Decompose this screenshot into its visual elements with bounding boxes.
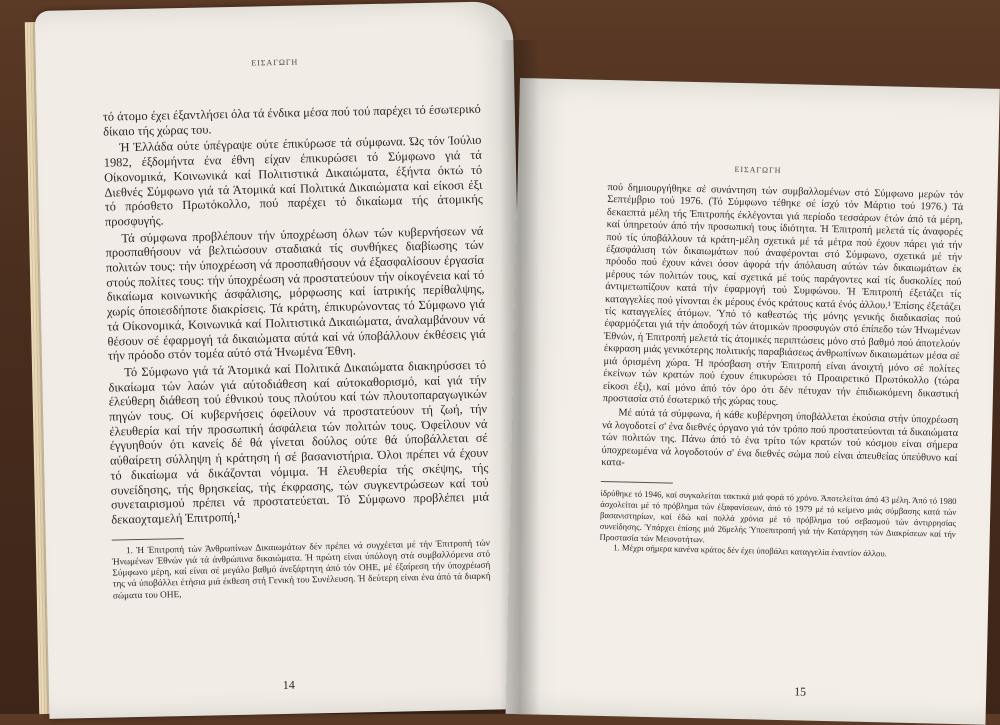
right-paragraph-1: πού δημιουργήθηκε σέ συνάντηση τών συμβαλλομένων στό Σύμφωνο μερών τόν Σεπτέμβριο τού 1976. (Τό Σύμφωνο τέθηκε σέ ίσχύ τόν Μάρτιο τού 1976.) Τά δεκαεπτά μέλη τής Έπιτροπής έκλέγονται γιά περίοδο τεσσάρων έτών άπό τά μέρη, καί ύπηρετούν άπό τήν προσωπική τους ίδιότητα. Ή Έπιτροπή μελετά τίς άναφορές πού τίς ύποβάλλουν τά κράτη-μέλη σχετικά μέ τά μέτρα πού έχουν πάρει γιά τήν έξασφάλιση τών δικαιωμάτων πού άναφέρονται στό Σύμφωνο, σχετικά μέ τήν πρόοδο πού έχουν κάνει όσον άφορά τήν άπόλαυση αύτών τών δικαιωμάτων έκ μέρους τών πολιτών τους, καί σχετικά μέ τούς παράγοντες καί τίς δυσκολίες πού άντιμετωπίζουν κατά τήν έφαρμογή τού Συμφώνου. Ή Έπιτροπή έξετάζει τίς καταγγελίες πού γίνονται έκ μέρους ένός κράτους κατά ένός άλλου.¹ Έπίσης έξετάζει τίς καταγγελίες άτόμων. Ύπό τό καθεστώς τής μόνης γενικής διαδικασίας πού έφαρμόζεται γιά τήν άποδοχή τών άτομικών προσφυγών στό έπίπεδο τών Ήνωμένων Έθνών, ή Έπιτροπή μελετά τίς άτομικές περιπτώσεις μόνο στό βαθμό πού άποτελούν έκφραση μιάς γενικότερης πολιτικής παραβιάσεως άνθρωπίνων δικαιωμάτων μέσα σέ μιά όρισμένη χώρα. Ή πρόσβαση στήν Έπιτροπή είναι άνοιχτή μόνο σέ πολίτες έκείνων τών κρατών πού έχουν έπικυρώσει τό Προαιρετικό Πρωτόκολλο (τώρα είκοσι έξι), καί μόνο άπό τόν όρο ότι δέν πέτυχαν τήν έπιδιωκόμενη δικαστική προστασία στό έσωτερικό τής χώρας τους. — [602, 182, 964, 408]
footnote-rule — [601, 481, 673, 484]
left-page — [35, 1, 528, 719]
left-footnote: 1. Ή Έπιτροπή τών Άνθρωπίνων Δικαιωμάτων δέν πρέπει νά συγχέεται μέ τήν Έπιτροπή τών Ήνωμένων Έθνών γιά τά άνθρώπινα δικαιώματα. Ή πρώτη είναι ύπόλογη στά συμβαλλόμενα στό Σύμφωνο μέρη, καί είναι σέ μεγάλο βαθμό άνεξάρτητη άπό τόν ΟΗΕ, μέ έξαίρεση τήν ύποχρέωσή της νά ύποβάλλει έτήσια μιά έκθεση στή Γενική του Συνέλευση. Ή δεύτερη είναι ένα άπό τά διαρκή σώματα του ΟΗΕ, — [112, 538, 491, 602]
right-body-text — [599, 182, 963, 561]
right-page — [506, 78, 1000, 725]
right-footnote: 1. Μέχρι σήμερα κανένα κράτος δέν έχει ύποβάλει καταγγελία έναντίον άλλου. — [613, 542, 887, 559]
right-paragraph-2: Μέ αύτά τά σύμφωνα, ή κάθε κυβέρνηση ύποβάλλεται έκούσια στήν ύποχρέωση νά λογοδοτεί σ' ένα διεθνές όργανο γιά τόν τρόπο πού προστατεύονται τά δικαιώματα τών πολιτών της. Πάνω άπό τό ένα τρίτο τών κρατών τού κόσμου είναι σήμερα ύποχρεωμένα νά λογοδοτούν σ' ένα διεθνές σώμα πού είναι άπευθείας ύπεύθυνο καί κατα- — [601, 407, 959, 469]
left-paragraph-4: Τό Σύμφωνο γιά τά Άτομικά καί Πολιτικά Δικαιώματα διακηρύσσει τό δικαίωμα τών λαών γιά αύτοδιάθεση καί αύτοκαθορισμό, καί γιά τήν έλεύθερη διάθεση τού έθνικού τους πλούτου καί τών πλουτοπαραγωγικών πηγών τους. Οί κυβερνήσεις όφείλουν νά προστατεύουν τή ζωή, τήν έλευθερία καί τήν προσωπική άσφάλεια τών πολιτών τους. Όφείλουν νά έγγυηθούν ότι κανείς δέ θά γίνεται δούλος ούτε θά ύποβάλλεται σέ αύθαίρετη σύλληψη ή κράτηση ή σέ βασανιστήρια. Όλοι πρέπει νά έχουν τό δικαίωμα νά δικάζονται νόμιμα. Ή έλευθερία τής σκέψης, τής συνείδησης, τής θρησκείας, τής έκφρασης, τών συγκεντρώσεων καί τού συνεταιρισμού πρέπει νά προστατεύεται. Τό Σύμφωνο προβλέπει μιά δεκαοχταμελή Έπιτροπή,¹ — [108, 357, 490, 527]
left-paragraph-3: Τά σύμφωνα προβλέπουν τήν ύποχρέωση όλων τών κυβερνήσεων νά προσπαθήσουν νά βελτιώσουν σταδιακά τίς συνθήκες διαβίωσης τών πολιτών τους: τήν ύποχρέωση νά προσπαθήσουν νά έξασφαλίσουν έργασία στούς πολίτες τους: τήν ύποχρέωση νά προστατεύουν τήν οίκογένεια καί τό δικαίωμα κοινωνικής άσφάλισης, μόρφωσης καί ίατρικής περίθαλψης, χωρίς όποιεσδήποτε διακρίσεις. Τά κράτη, έπικυρώνοντας τό Σύμφωνο γιά τά Οίκονομικά, Κοινωνικά καί Πολιτιστικά Δικαιώματα, άναλαμβάνουν νά θέσουν σέ έφαρμογή τά δικαιώματα αύτά καί νά ύποβάλλουν έκθέσεις γιά τήν πρόοδο στόν τομέα αύτό στά Ήνωμένα Έθνη. — [105, 223, 486, 363]
right-running-head: ΕΙΣΑΓΩΓΗ — [734, 164, 782, 175]
right-footnote-continued: ίδρύθηκε τό 1946, καί συγκαλείται τακτικά μιά φορά τό χρόνο. Άποτελείται άπό 43 μέλη. Άπό τό 1980 άσχολείται μέ τό πρόβλημα τών έξαφανίσεων, άπό τό 1979 μέ τό κείμενο μιάς σύμβασης κατά τών βασανιστηρίων, καί έδώ καί πολλά χρόνια μέ τό πρόβλημα τού σεβασμού τών άντιρρησίας συνείδησης. Ύπάρχει έπίσης μιά 26μελής Ύποεπιτροπή γιά τήν Κατάργηση τών Διακρίσεων καί τήν Προστασία τών Μειονοτήτων. — [599, 488, 957, 544]
left-paragraph-1: τό άτομο έχει έξαντλήσει όλα τά ένδικα μέσα πού τού παρέχει τό έσωτερικό δίκαιο τής χώρας του. — [102, 101, 481, 139]
left-page-number: 14 — [282, 677, 295, 693]
footnote-rule — [112, 538, 184, 541]
left-paragraph-2: Ή Έλλάδα ούτε ύπέγραψε ούτε έπικύρωσε τά σύμφωνα. Ώς τόν Ίούλιο 1982, έξδομήντα ένα έθνη είχαν έπικυρώσει τό Σύμφωνο γιά τά Οίκονομικά, Κοινωνικά καί Πολιτιστικά Δικαιώματα, έξήντα όκτώ τό Διεθνές Σύμφωνο γιά τά Άτομικά καί Πολιτικά Δικαιώματα καί είκοσι έξι τό πρόσθετο Πρωτόκολλο, πού παρέχει τό δικαίωμα τής άτομικής προσφυγής. — [103, 133, 483, 229]
right-page-number: 15 — [793, 684, 807, 699]
left-body-text — [103, 102, 491, 603]
book-gutter — [500, 40, 540, 714]
left-running-head: ΕΙΣΑΓΩΓΗ — [251, 57, 299, 68]
